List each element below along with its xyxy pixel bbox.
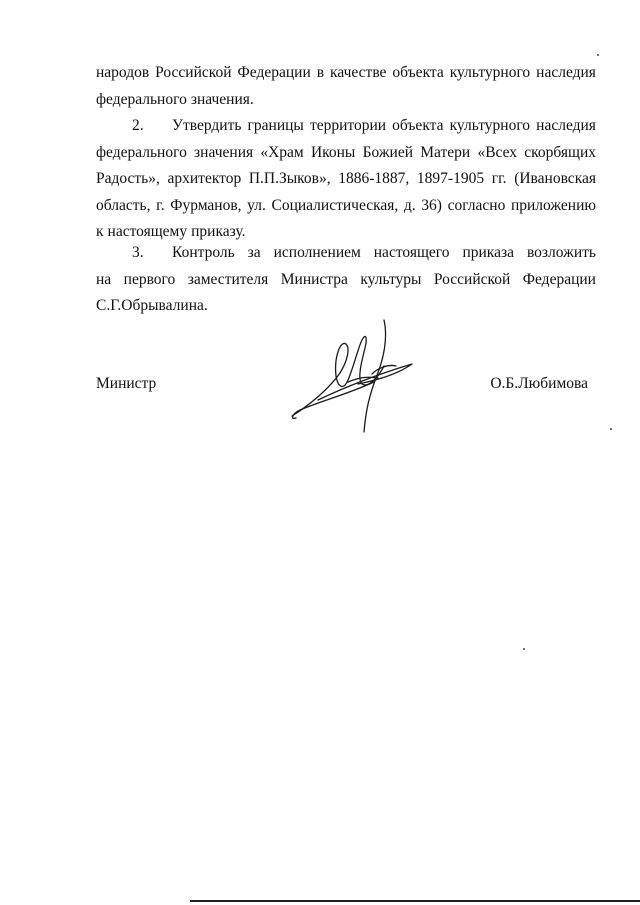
- word: согласно: [447, 196, 506, 214]
- word: федерального: [96, 143, 187, 161]
- paragraph-2: [96, 113, 596, 246]
- word: приложению: [510, 196, 596, 214]
- scan-edge-line: [190, 900, 640, 902]
- word: значения: [194, 143, 254, 161]
- word: наследия: [536, 64, 596, 81]
- scan-speck: [610, 428, 612, 430]
- handwritten-signature: [288, 318, 423, 436]
- paragraph-3: [96, 240, 596, 320]
- word: культуры: [360, 270, 422, 288]
- text-line: [96, 87, 596, 114]
- word: в: [316, 64, 325, 81]
- word: за: [247, 244, 261, 261]
- word: территории: [309, 117, 387, 134]
- word: качестве: [330, 64, 387, 81]
- word: архитектор: [167, 170, 242, 187]
- word: объекта: [392, 117, 444, 134]
- signatory-name: О.Б.Любимова: [490, 375, 588, 392]
- word: гг.: [491, 170, 507, 187]
- word: ул.: [247, 196, 266, 214]
- text-line: [96, 267, 596, 294]
- word: «Храм: [260, 143, 304, 161]
- text-line: [96, 193, 596, 220]
- word: г.: [156, 196, 165, 214]
- text-line: [96, 293, 596, 320]
- text-line: [96, 140, 596, 167]
- word: Контроль: [172, 244, 235, 261]
- word: наследия: [536, 117, 596, 134]
- word: первого: [123, 270, 176, 288]
- word: приказу.: [191, 223, 246, 240]
- text-line: [96, 166, 596, 193]
- word: на: [96, 270, 112, 288]
- word: федерального: [96, 90, 187, 108]
- word: заместителя: [187, 270, 269, 288]
- word: Радость»,: [96, 170, 160, 187]
- word: к: [96, 223, 104, 240]
- word: Федерации: [522, 270, 596, 288]
- word: Божией: [362, 143, 414, 161]
- word: (Ивановская: [514, 170, 596, 187]
- word: Российской: [155, 64, 232, 81]
- word: культурного: [449, 117, 531, 134]
- paragraph-number: 3.: [132, 244, 144, 261]
- paragraph-intro: [96, 60, 596, 113]
- text-line-rest: [172, 113, 596, 140]
- word: С.Г.Обрывалина.: [96, 297, 208, 314]
- word: д.: [403, 196, 416, 214]
- text-line-rest: [172, 240, 596, 267]
- word: значения.: [190, 90, 254, 108]
- text-line: [96, 113, 596, 140]
- word: культурного: [449, 64, 531, 81]
- text-line: [96, 240, 596, 267]
- text-line: [96, 60, 596, 87]
- word: Российской: [433, 270, 511, 288]
- word: Министра: [280, 270, 348, 288]
- word: настоящему: [107, 223, 188, 240]
- word: скорбящих: [524, 143, 596, 161]
- word: 1897-1905: [416, 170, 485, 187]
- word: возложить: [526, 244, 596, 261]
- paragraph-number: 2.: [132, 117, 144, 134]
- signatory-title: Министр: [96, 375, 157, 392]
- word: 1886-1887,: [338, 170, 410, 187]
- word: народов: [96, 64, 150, 81]
- word: приказа: [462, 244, 514, 261]
- word: границы: [247, 117, 304, 134]
- word: «Всех: [477, 143, 518, 161]
- word: 36): [421, 196, 442, 214]
- word: Иконы: [310, 143, 356, 161]
- scan-speck: [523, 648, 525, 650]
- word: исполнением: [273, 244, 361, 261]
- word: П.П.Зыков»,: [248, 170, 331, 187]
- word: Матери: [420, 143, 471, 161]
- word: настоящего: [373, 244, 450, 261]
- word: Фурманов,: [170, 196, 242, 214]
- word: объекта: [392, 64, 444, 81]
- word: Социалистическая,: [271, 196, 399, 214]
- word: Федерации: [237, 64, 311, 81]
- word: Утвердить: [172, 117, 242, 134]
- scan-speck: [597, 54, 599, 56]
- word: область,: [96, 196, 151, 214]
